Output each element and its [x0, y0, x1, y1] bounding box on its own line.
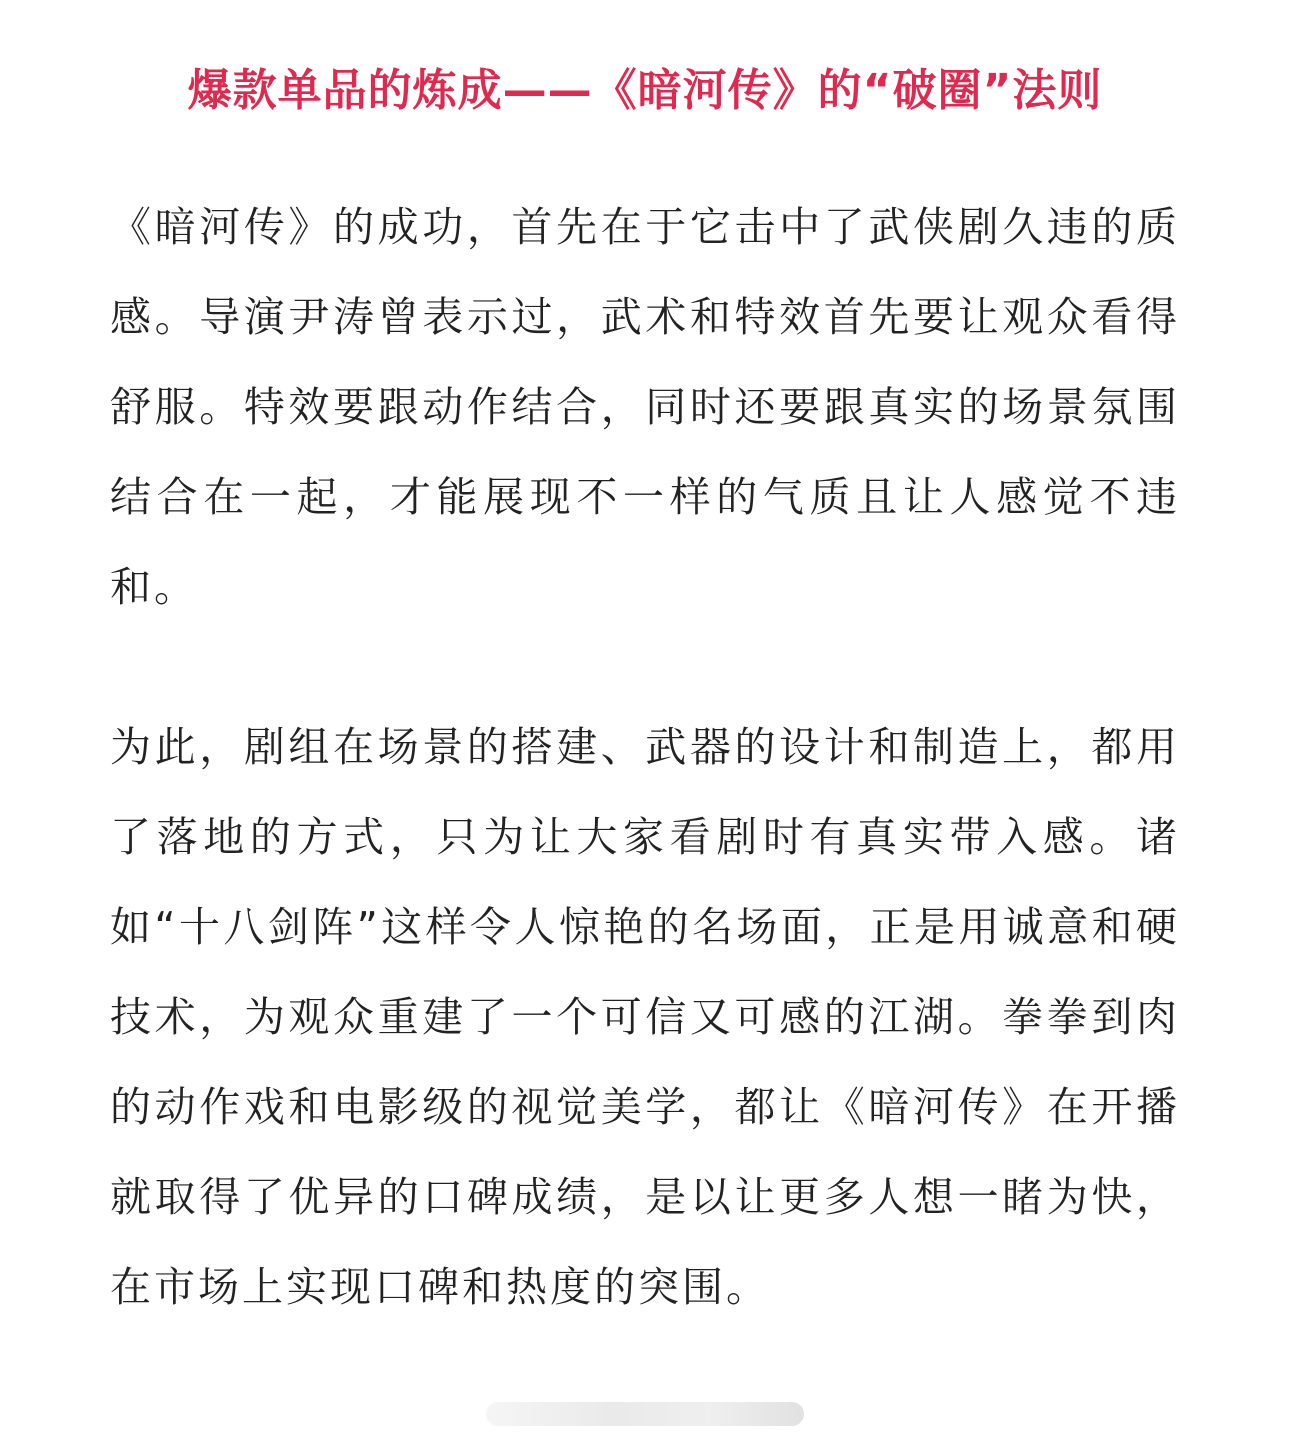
article-title: 爆款单品的炼成——《暗河传》的“破圈”法则 — [187, 65, 1103, 117]
watermark — [486, 1402, 804, 1426]
paragraph-1: 《暗河传》的成功，首先在于它击中了武侠剧久违的质感。导演尹涛曾表示过，武术和特效首先要让观众看得舒服。特效要跟动作结合，同时还要跟真实的场景氛围结合在一起，才能展现不一样的气质且让人感觉不违和。 — [110, 203, 1180, 611]
paragraph-2: 为此，剧组在场景的搭建、武器的设计和制造上，都用了落地的方式，只为让大家看剧时有真实带入感。诸如“十八剑阵”这样令人惊艳的名场面，正是用诚意和硬技术，为观众重建了一个可信又可感的江湖。拳拳到肉的动作戏和电影级的视觉美学，都让《暗河传》在开播就取得了优异的口碑成绩，是以让更多人想一睹为快，在市场上实现口碑和热度的突围。 — [110, 723, 1180, 1311]
